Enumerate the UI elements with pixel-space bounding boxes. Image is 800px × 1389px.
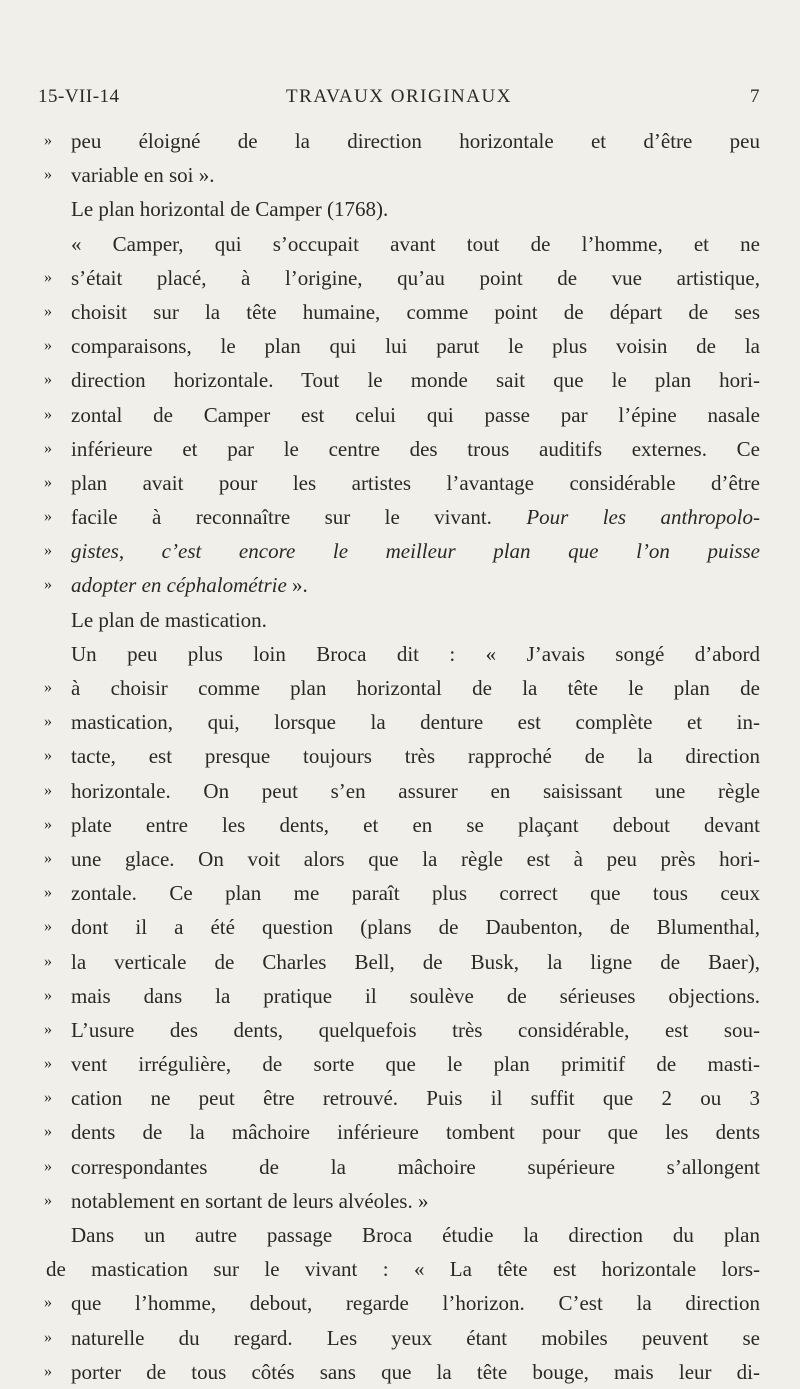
line-text-roman: Un peu plus loin Broca dit : « J’avais songé d’abord xyxy=(71,641,760,666)
text-line xyxy=(44,979,760,1013)
text-line xyxy=(44,1355,760,1389)
line-text xyxy=(71,398,760,432)
line-text-roman: mastication, qui, lorsque la denture est complète et in- xyxy=(71,710,760,735)
quote-mark: » xyxy=(44,337,52,355)
text-line xyxy=(44,1081,760,1115)
line-text-roman: choisit sur la tête humaine, comme point de départ de ses xyxy=(71,299,760,324)
text-line xyxy=(44,910,760,944)
quote-mark: » xyxy=(44,952,52,970)
text-line xyxy=(44,500,760,534)
quote-mark: » xyxy=(44,302,52,320)
quote-mark: » xyxy=(44,1157,52,1175)
text-line xyxy=(44,603,760,637)
page-number: 7 xyxy=(750,86,760,107)
line-text-roman: « Camper, qui s’occupait avant tout de l’homme, et ne xyxy=(71,231,760,256)
quote-mark: » xyxy=(44,849,52,867)
quote-mark: » xyxy=(44,1123,52,1141)
quote-mark: » xyxy=(44,1294,52,1312)
line-text xyxy=(71,1013,760,1047)
quote-mark: » xyxy=(44,1362,52,1380)
quote-mark: » xyxy=(44,576,52,594)
body-text xyxy=(44,124,760,1389)
text-line xyxy=(44,1184,760,1218)
quote-mark: » xyxy=(44,918,52,936)
line-text xyxy=(71,671,760,705)
quote-mark: » xyxy=(44,815,52,833)
line-text-roman: mais dans la pratique il soulève de sérieuses objections. xyxy=(71,983,760,1008)
line-text-roman: s’était placé, à l’origine, qu’au point de vue artistique, xyxy=(71,265,760,290)
quote-mark: » xyxy=(44,986,52,1004)
text-line xyxy=(44,534,760,568)
line-text xyxy=(71,329,760,363)
line-text-roman: vent irrégulière, de sorte que le plan primitif de masti- xyxy=(71,1052,760,1077)
line-text-roman: tacte, est presque toujours très rapproché de la direction xyxy=(71,744,760,769)
header-title: TRAVAUX ORIGINAUX xyxy=(286,86,512,107)
line-text-roman: variable en soi ». xyxy=(71,163,215,188)
line-text-roman: Le plan horizontal de Camper (1768). xyxy=(71,197,389,222)
line-text-roman: zontale. Ce plan me paraît plus correct que tous ceux xyxy=(71,881,760,906)
text-line xyxy=(44,876,760,910)
line-text-roman: naturelle du regard. Les yeux étant mobiles peuvent se xyxy=(71,1325,760,1350)
text-line xyxy=(44,124,760,158)
text-line xyxy=(44,945,760,979)
line-text xyxy=(46,1252,760,1286)
line-text-roman: plate entre les dents, et en se plaçant debout devant xyxy=(71,812,760,837)
quote-mark: » xyxy=(44,1328,52,1346)
line-text-roman: plan avait pour les artistes l’avantage considérable d’être xyxy=(71,470,760,495)
line-text-roman: peu éloigné de la direction horizontale et d’être peu xyxy=(71,129,760,153)
text-line xyxy=(44,261,760,295)
quote-mark: » xyxy=(44,542,52,560)
line-text-italic: adopter en céphalométrie xyxy=(71,573,287,598)
quote-mark: » xyxy=(44,508,52,526)
line-text xyxy=(71,1047,760,1081)
line-text xyxy=(71,1081,760,1115)
text-line xyxy=(44,842,760,876)
quote-mark: » xyxy=(44,1089,52,1107)
line-text xyxy=(71,808,760,842)
line-text-roman: zontal de Camper est celui qui passe par l’épine nasale xyxy=(71,402,760,427)
text-line xyxy=(44,705,760,739)
line-text-roman: inférieure et par le centre des trous auditifs externes. Ce xyxy=(71,436,760,461)
line-text xyxy=(71,158,760,192)
line-text xyxy=(71,1286,760,1320)
text-line xyxy=(44,637,760,671)
quote-mark: » xyxy=(44,1055,52,1073)
line-text-roman: Le plan de mastication. xyxy=(71,607,267,632)
text-line xyxy=(44,1047,760,1081)
line-text-roman: une glace. On voit alors que la règle est à peu près hori- xyxy=(71,846,760,871)
line-text xyxy=(71,774,760,808)
line-text xyxy=(71,637,760,671)
text-line xyxy=(44,1218,760,1252)
text-line xyxy=(44,568,760,602)
quote-mark: » xyxy=(44,1020,52,1038)
quote-mark: » xyxy=(44,166,52,184)
text-line xyxy=(44,466,760,500)
line-text xyxy=(71,363,760,397)
line-text xyxy=(71,261,760,295)
line-text-roman: comparaisons, le plan qui lui parut le plus voisin de la xyxy=(71,334,760,359)
header-date: 15-VII-14 xyxy=(38,86,120,107)
line-text xyxy=(71,227,760,261)
line-text xyxy=(71,910,760,944)
quote-mark: » xyxy=(44,1191,52,1209)
line-text xyxy=(71,842,760,876)
line-text-roman: Dans un autre passage Broca étudie la direction du plan xyxy=(71,1223,760,1247)
text-line xyxy=(44,329,760,363)
text-line xyxy=(44,295,760,329)
quote-mark: » xyxy=(44,268,52,286)
quote-mark: » xyxy=(44,405,52,423)
quote-mark: » xyxy=(44,473,52,491)
line-text-roman: dont il a été question (plans de Daubenton, de Blumenthal, xyxy=(71,915,760,940)
quote-mark: » xyxy=(44,781,52,799)
quote-mark: » xyxy=(44,713,52,731)
text-line xyxy=(44,398,760,432)
quote-mark: » xyxy=(44,884,52,902)
line-text-roman: de mastication sur le vivant : « La tête est horizontale lors- xyxy=(46,1257,760,1282)
line-text xyxy=(71,1184,760,1218)
line-text xyxy=(71,466,760,500)
quote-mark: » xyxy=(44,439,52,457)
line-text-tail: ». xyxy=(286,573,308,598)
line-text xyxy=(71,1321,760,1355)
line-text xyxy=(71,192,760,226)
text-line xyxy=(44,192,760,226)
quote-mark: » xyxy=(44,132,52,149)
quote-mark: » xyxy=(44,747,52,765)
line-text xyxy=(71,124,760,158)
line-text xyxy=(71,945,760,979)
line-text-roman: dents de la mâchoire inférieure tombent pour que les dents xyxy=(71,1120,760,1145)
line-text-roman: porter de tous côtés sans que la tête bouge, mais leur di- xyxy=(71,1359,760,1384)
line-text xyxy=(71,1355,760,1389)
line-text xyxy=(71,295,760,329)
line-text-roman: direction horizontale. Tout le monde sait que le plan hori- xyxy=(71,368,760,393)
line-text-roman: correspondantes de la mâchoire supérieure s’allongent xyxy=(71,1154,760,1179)
text-line xyxy=(44,227,760,261)
text-line xyxy=(44,158,760,192)
text-line xyxy=(44,1115,760,1149)
line-text-italic: Pour les anthropolo- xyxy=(526,505,760,530)
text-line xyxy=(44,1321,760,1355)
text-line xyxy=(44,1252,760,1286)
text-line xyxy=(44,774,760,808)
line-text-italic: gistes, c’est encore le meilleur plan que l’on puisse xyxy=(71,539,760,564)
text-line xyxy=(44,432,760,466)
quote-mark: » xyxy=(44,371,52,389)
line-text xyxy=(71,432,760,466)
line-text xyxy=(71,1150,760,1184)
text-line xyxy=(44,671,760,705)
line-text xyxy=(71,568,760,602)
line-text-roman: horizontale. On peut s’en assurer en saisissant une règle xyxy=(71,778,760,803)
line-text xyxy=(71,876,760,910)
line-text xyxy=(71,500,760,534)
line-text-roman: facile à reconnaître sur le vivant. xyxy=(71,505,492,530)
line-text xyxy=(71,739,760,773)
line-text-roman: cation ne peut être retrouvé. Puis il suffit que 2 ou 3 xyxy=(71,1086,760,1111)
line-text xyxy=(71,534,760,568)
text-line xyxy=(44,1150,760,1184)
text-line xyxy=(44,808,760,842)
text-line xyxy=(44,363,760,397)
running-header xyxy=(38,86,760,116)
line-text-roman: que l’homme, debout, regarde l’horizon. C’est la direction xyxy=(71,1291,760,1316)
line-text xyxy=(71,603,760,637)
text-line xyxy=(44,1013,760,1047)
line-text xyxy=(71,979,760,1013)
line-text-roman: la verticale de Charles Bell, de Busk, la ligne de Baer), xyxy=(71,949,760,974)
line-text xyxy=(71,1115,760,1149)
line-text xyxy=(71,1218,760,1252)
quote-mark: » xyxy=(44,679,52,696)
line-text-roman: L’usure des dents, quelquefois très considérable, est sou- xyxy=(71,1017,760,1042)
text-line xyxy=(44,739,760,773)
text-line xyxy=(44,1286,760,1320)
line-text-roman: notablement en sortant de leurs alvéoles. » xyxy=(71,1188,429,1213)
line-text xyxy=(71,705,760,739)
line-text-roman: à choisir comme plan horizontal de la tête le plan de xyxy=(71,676,760,700)
